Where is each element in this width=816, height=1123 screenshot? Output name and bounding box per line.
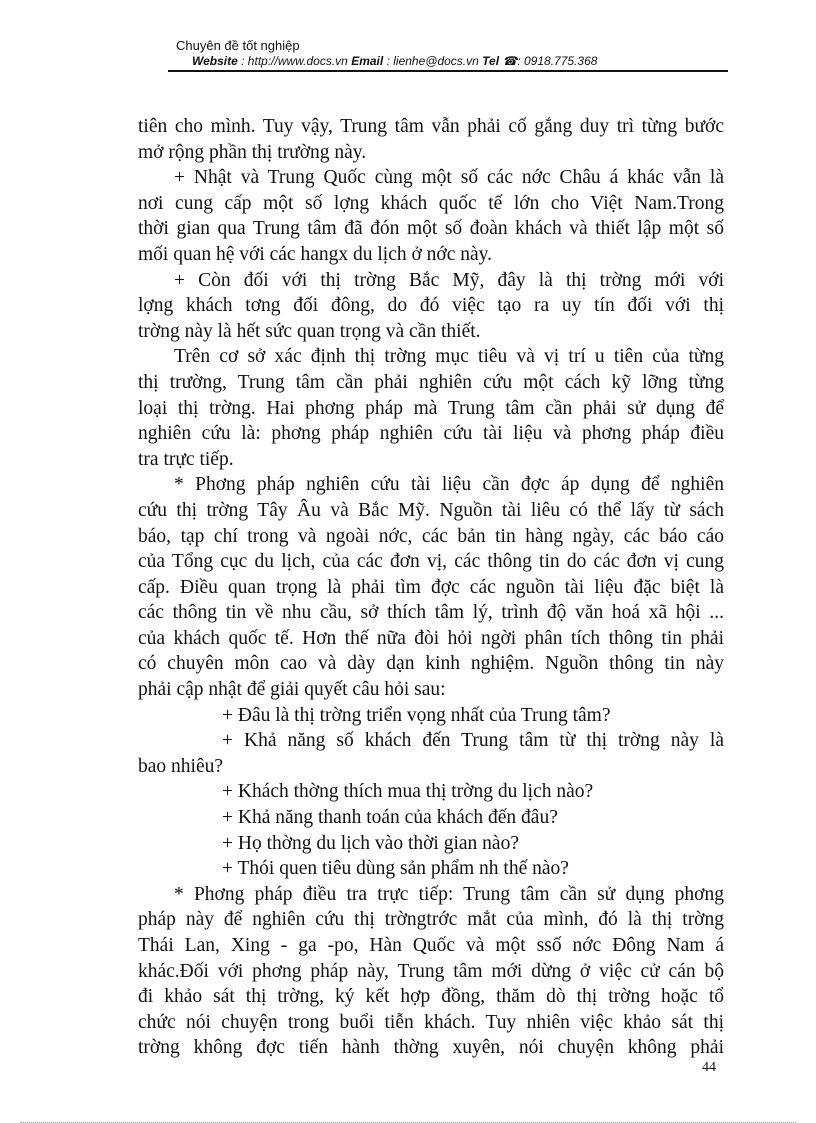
- text-line: Thái Lan, Xing - ga -po, Hàn Quốc và một ssố nớc Đông Nam á: [138, 935, 724, 956]
- text-line: các thông tin về nhu cầu, sở thích tâm lý, trình độ văn hoá xã hội ...: [138, 602, 724, 624]
- text-line: có chuyên môn cao và dày dạn kinh nghiệm. Nguồn thông tin này: [138, 653, 724, 675]
- text-line: Trên cơ sở xác định thị trờng mục tiêu và vị trí u tiên của từng: [174, 346, 724, 368]
- page-number: 44: [702, 1060, 716, 1075]
- text-line: + Thói quen tiêu dùng sản phẩm nh thế nào?: [222, 858, 569, 880]
- header-contact: [176, 54, 736, 69]
- text-line: + Còn đối với thị trờng Bắc Mỹ, đây là thị trờng mới với: [174, 269, 724, 291]
- text-line: tra trực tiếp.: [138, 448, 234, 470]
- email-label: Email: [351, 54, 384, 68]
- text-line: bao nhiêu?: [138, 755, 224, 777]
- text-line: báo, tạp chí trong và ngoài nớc, các bản tin hàng ngày, các báo cáo: [138, 525, 724, 547]
- header-rule: [168, 70, 728, 72]
- text-line: mối quan hệ với các hangx du lịch ở nớc này.: [138, 243, 493, 265]
- text-line: của khách quốc tế. Hơn thế nữa đòi hỏi ngời phân tích thông tin phải: [138, 627, 724, 649]
- text-line: nơi cung cấp một số lợng khách quốc tế lớn cho Việt Nam.Trong: [138, 192, 724, 214]
- text-line: + Khả năng thanh toán của khách đến đâu?: [222, 807, 558, 829]
- document-body: [138, 114, 724, 1061]
- website-label: Website: [192, 54, 238, 68]
- header-title: Chuyên đề tốt nghiệp: [176, 38, 300, 53]
- text-line: thời gian qua Trung tâm đã đón một số đoàn khách và thiết lập một số: [138, 218, 724, 240]
- text-line: mở rộng phần thị trường này.: [138, 141, 367, 163]
- text-line: * Phơng pháp nghiên cứu tài liệu cần đợc áp dụng để nghiên: [174, 474, 724, 496]
- text-line: phải cập nhật để giải quyết câu hỏi sau:: [138, 679, 446, 701]
- text-line: loại thị trờng. Hai phơng pháp mà Trung tâm cần phải sử dụng để: [138, 397, 724, 419]
- text-line: + Nhật và Trung Quốc cùng một số các nớc Châu á khác vẫn là: [174, 167, 724, 189]
- text-line: * Phơng pháp điều tra trực tiếp: Trung tâm cần sử dụng phơng: [174, 883, 724, 905]
- text-line: pháp này để nghiên cứu thị trờngtrớc mắt của mình, đó là thị trờng: [138, 909, 724, 931]
- text-line: lợng khách tơng đối đông, do đó việc tạo ra uy tín đối với thị: [138, 295, 724, 317]
- text-line: trờng không đợc tiến hành thờng xuyên, nói chuyện không phải: [138, 1037, 724, 1059]
- text-line: tiên cho mình. Tuy vậy, Trung tâm vẫn phải cố gắng duy trì từng bước: [138, 116, 724, 137]
- tel-value: ☎: 0918.775.368: [502, 54, 598, 68]
- tel-label: Tel: [482, 54, 500, 68]
- text-line: của Tổng cục du lịch, của các đơn vị, các thông tin do các đơn vị cung: [138, 551, 724, 573]
- text-line: + Khách thờng thích mua thị trờng du lịch nào?: [222, 781, 594, 803]
- text-line: cấp. Điều quan trọng là phải tìm đợc các nguồn tài liệu đặc biệt là: [138, 576, 724, 598]
- text-line: khác.Đối với phơng pháp này, Trung tâm mới dừng ở việc cử cán bộ: [138, 960, 724, 982]
- text-line: đi khảo sát thị trờng, ký kết hợp đồng, thăm dò thị trờng hoặc tổ: [138, 986, 724, 1008]
- text-line: trờng này là hết sức quan trọng và cần thiết.: [138, 320, 481, 342]
- text-line: + Họ thờng du lịch vào thời gian nào?: [222, 832, 519, 854]
- text-line: + Đâu là thị trờng triển vọng nhất của Trung tâm?: [222, 704, 611, 726]
- text-line: + Khả năng số khách đến Trung tâm từ thị trờng này là: [222, 730, 724, 752]
- text-line: chức nói chuyện trong buổi tiễn khách. Tuy nhiên việc khảo sát thị: [138, 1011, 724, 1033]
- website-value: : http://www.docs.vn: [241, 54, 348, 68]
- text-line: nghiên cứu là: phơng pháp nghiên cứu tài liệu và phơng pháp điều: [138, 423, 724, 445]
- page-header: [176, 38, 736, 69]
- text-line: thị trường, Trung tâm cần phải nghiên cứu một cách kỹ lỡng từng: [138, 371, 724, 393]
- text-line: cứu thị trờng Tây Âu và Bắc Mỹ. Nguồn tài liêu có thể lấy từ sách: [138, 499, 724, 521]
- email-value: : lienhe@docs.vn: [386, 54, 479, 68]
